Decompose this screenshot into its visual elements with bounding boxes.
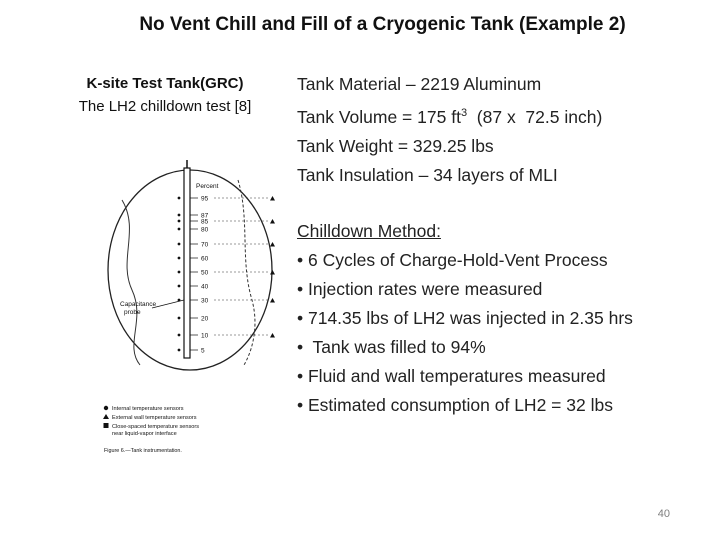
method-title: Chilldown Method:	[297, 221, 441, 241]
internal-sensor	[178, 271, 181, 274]
wall-sensor	[270, 242, 275, 247]
method-item: • Estimated consumption of LH2 = 32 lbs	[297, 395, 613, 415]
internal-sensor	[178, 349, 181, 352]
capacitance-label-1: Capacitance	[120, 301, 157, 308]
figure-caption: Figure 6.—Tank instrumentation.	[104, 448, 182, 454]
tank-specs	[297, 70, 712, 190]
internal-sensor	[178, 257, 181, 260]
level-label: 95	[201, 195, 209, 203]
legend-close-spaced-marker	[104, 423, 109, 428]
internal-sensor	[178, 197, 181, 200]
level-label: 5	[201, 347, 205, 355]
capacitance-probe	[184, 168, 190, 358]
wall-sensor	[270, 270, 275, 275]
slide-title: No Vent Chill and Fill of a Cryogenic Tank (Example 2)	[139, 14, 626, 35]
legend-external-marker	[103, 414, 109, 419]
level-label: 80	[201, 226, 209, 234]
legend-close-spaced-1: Close-spaced temperature sensors	[112, 424, 200, 430]
method-item: • Fluid and wall temperatures measured	[297, 366, 606, 386]
percent-label: Percent	[196, 183, 219, 190]
wall-sensor-line	[238, 180, 255, 365]
level-label: 20	[201, 315, 209, 323]
wall-sensor	[270, 196, 275, 201]
method-item: • 6 Cycles of Charge-Hold-Vent Process	[297, 250, 608, 270]
spec-volume: Tank Volume = 175 $ft^3$ (87 x 72.5 inch)	[297, 106, 603, 127]
wall-sensor	[270, 333, 275, 338]
internal-sensor	[178, 334, 181, 337]
legend-close-spaced-2: near liquid-vapor interface	[112, 431, 177, 437]
legend-external: External wall temperature sensors	[112, 415, 197, 421]
wall-sensor	[270, 219, 275, 224]
level-label: 50	[201, 269, 209, 277]
tank-diagram	[100, 160, 290, 460]
level-label: 40	[201, 283, 209, 291]
method-item: • Tank was filled to 94%	[297, 337, 486, 357]
spec-material: Tank Material – 2219 Aluminum	[297, 74, 542, 94]
chilldown-method	[297, 217, 702, 420]
legend-internal: Internal temperature sensors	[112, 406, 184, 412]
internal-sensor	[178, 285, 181, 288]
internal-sensor	[178, 243, 181, 246]
caption-line-2: The LH2 chilldown test [8]	[78, 98, 252, 115]
page-number: 40	[657, 508, 670, 520]
internal-sensor	[178, 214, 181, 217]
spec-insulation: Tank Insulation – 34 layers of MLI	[297, 164, 558, 185]
internal-sensor	[178, 228, 181, 231]
wall-sensor	[270, 298, 275, 303]
internal-sensor	[178, 220, 181, 223]
level-label: 70	[201, 241, 209, 249]
method-item: • Injection rates were measured	[297, 279, 543, 299]
figure-caption-block	[40, 72, 290, 118]
legend-internal-marker	[104, 406, 108, 410]
level-label: 87	[201, 212, 209, 220]
spec-weight: Tank Weight = 329.25 lbs	[297, 135, 494, 156]
level-label: 85	[201, 218, 209, 226]
tank-instrumentation-figure	[100, 160, 290, 460]
level-label: 10	[201, 332, 209, 340]
internal-sensor	[178, 317, 181, 320]
level-label: 60	[201, 255, 209, 263]
method-item: • 714.35 lbs of LH2 was injected in 2.35 hrs	[297, 308, 633, 328]
level-label: 30	[201, 297, 209, 305]
capacitance-pointer	[152, 300, 184, 308]
caption-line-1: K-site Test Tank(GRC)	[86, 75, 244, 92]
capacitance-label-2: probe	[124, 309, 141, 316]
